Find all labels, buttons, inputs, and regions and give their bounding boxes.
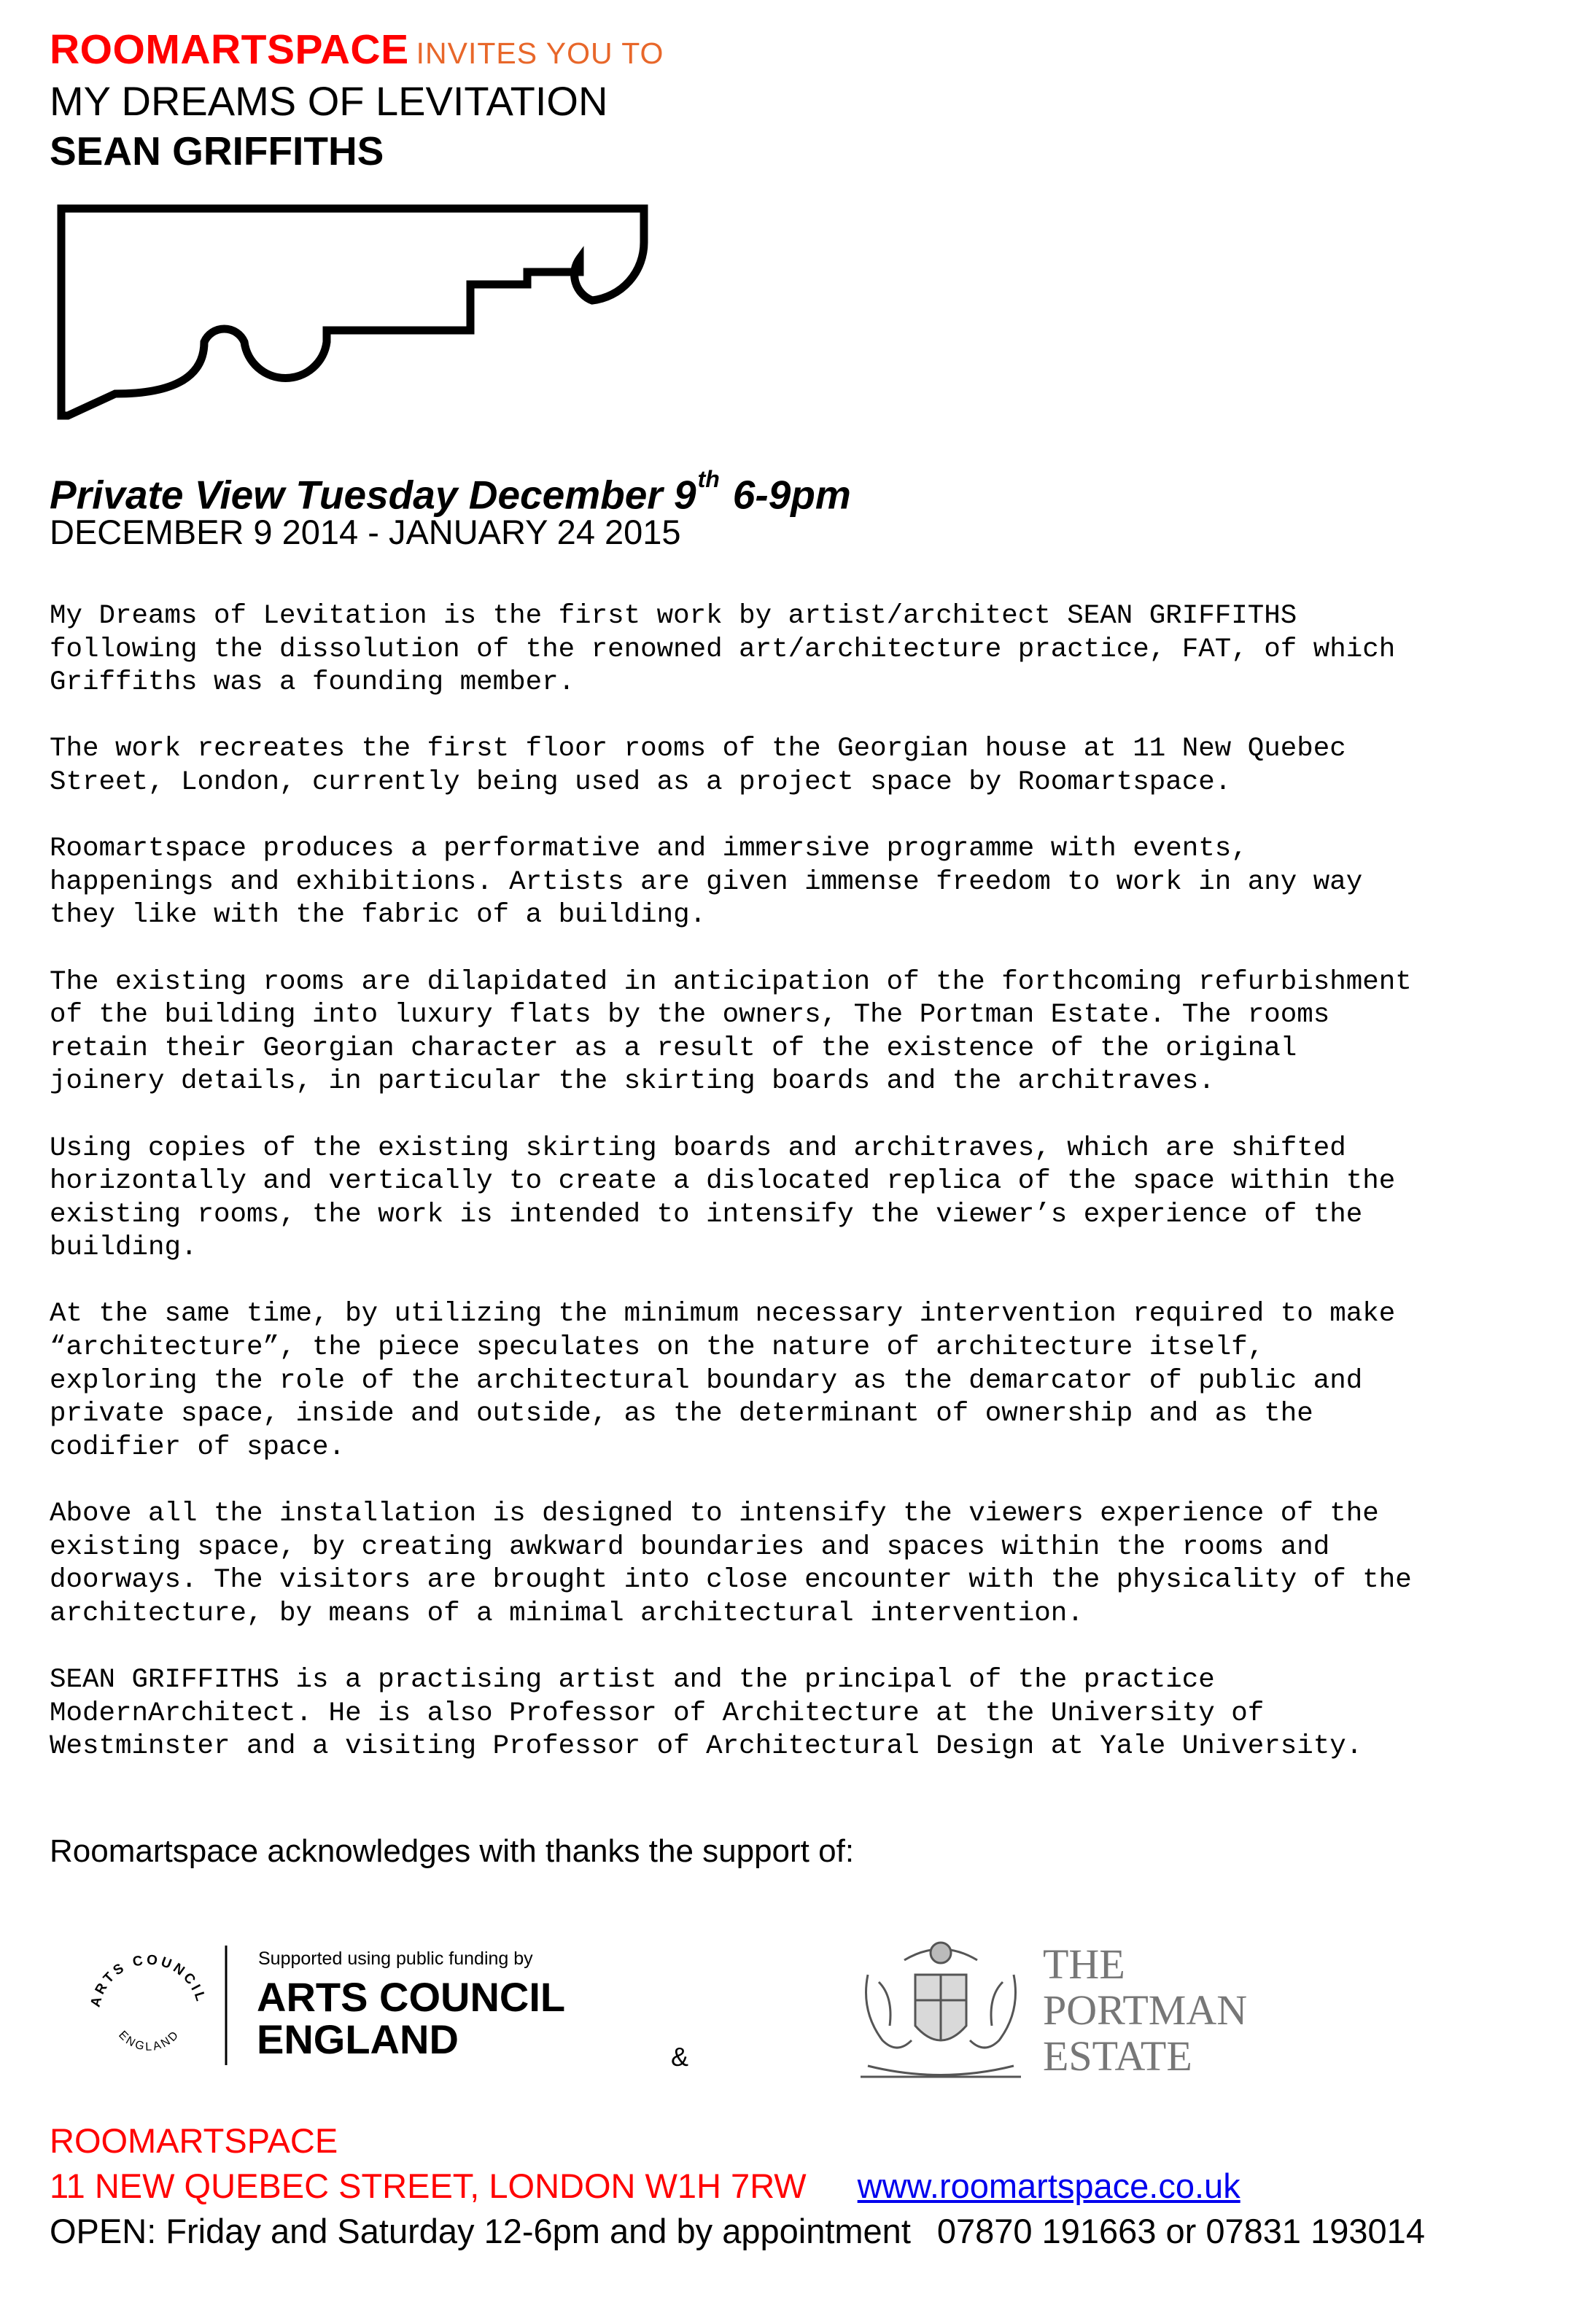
- private-view-date: Private View Tuesday December 9: [50, 472, 696, 518]
- paragraph: The work recreates the first floor rooms of the Georgian house at 11 New Quebec Street, London, currently being used as a project space by Roomartspace.: [50, 734, 1346, 798]
- footer: [50, 2118, 1581, 2254]
- private-view-time: 6-9pm: [732, 472, 851, 518]
- paragraph: Roomartspace produces a performative and immersive programme with events, happenings and exhibitions. Artists are given immense freedom to work in any way they like with the fabric of a building.: [50, 833, 1363, 931]
- exhibition-dates: DECEMBER 9 2014 - JANUARY 24 2015: [50, 513, 681, 551]
- footer-hours-line: [50, 2209, 1581, 2254]
- logo-name-line-2: ENGLAND: [257, 2016, 459, 2062]
- portman-line-3: ESTATE: [1043, 2032, 1192, 2080]
- footer-address: 11 NEW QUEBEC STREET, LONDON W1H 7RW: [50, 2166, 807, 2205]
- body-text: [50, 600, 1581, 1797]
- portman-line-1: THE: [1043, 1940, 1125, 1988]
- portman-estate-logo: [839, 1931, 1247, 2091]
- paragraph: My Dreams of Levitation is the first work by artist/architect SEAN GRIFFITHS following the dissolution of the renowned art/architecture practice, FAT, of which Griffiths was a founding member.: [50, 601, 1396, 699]
- paragraph: Above all the installation is designed to intensify the viewers experience of the existing space, by creating awkward boundaries and spaces within the rooms and doorways. The visitors are brought into close encounter with the physicality of the architecture, by means of a minimal architectural intervention.: [50, 1499, 1412, 1629]
- opening-hours: OPEN: Friday and Saturday 12-6pm and by appointment: [50, 2212, 911, 2250]
- coat-of-arms-icon: [861, 1943, 1021, 2077]
- paragraph: At the same time, by utilizing the minimum necessary intervention required to make “architecture”, the piece speculates on the nature of architecture itself, exploring the role of the architectural boundary as the demarcator of public and private space, inside and outside, as the determinant of ownership and as the codifier of space.: [50, 1299, 1396, 1463]
- logo-ring-top: [88, 1953, 209, 2009]
- date-ordinal: th: [697, 466, 720, 492]
- footer-name: ROOMARTSPACE: [50, 2121, 338, 2160]
- logo-ring-top-text: ARTS COUNCIL: [88, 1952, 209, 2009]
- logo-ring-bottom: [116, 2028, 182, 2053]
- website-link[interactable]: www.roomartspace.co.uk: [857, 2166, 1240, 2205]
- footer-address-line: [50, 2164, 1581, 2209]
- portman-line-2: PORTMAN: [1043, 1986, 1247, 2034]
- brand-name: ROOMARTSPACE: [50, 26, 409, 73]
- arts-council-logo: [76, 1935, 586, 2067]
- invites-text: INVITES YOU TO: [416, 36, 664, 70]
- acknowledgement: Roomartspace acknowledges with thanks the support of:: [50, 1833, 855, 1869]
- artist-name: SEAN GRIFFITHS: [50, 128, 384, 174]
- skirting-profile-drawing: [57, 204, 658, 420]
- header: [50, 26, 1545, 176]
- logo-ring-bottom-text: ENGLAND: [116, 2027, 183, 2053]
- logo-tagline: Supported using public funding by: [258, 1948, 533, 1969]
- ampersand: &: [671, 2042, 689, 2072]
- exhibition-title: MY DREAMS OF LEVITATION: [50, 78, 608, 124]
- logo-name-line-1: ARTS COUNCIL: [257, 1974, 566, 2020]
- brand-line: [50, 26, 1545, 77]
- moulding-outline: [61, 209, 644, 416]
- phone-numbers: 07870 191663 or 07831 193014: [936, 2212, 1425, 2250]
- paragraph: Using copies of the existing skirting boards and architraves, which are shifted horizontally and vertically to create a dislocated replica of the space within the existing rooms, the work is intended to intensify the viewer’s experience of the building.: [50, 1132, 1396, 1264]
- paragraph: The existing rooms are dilapidated in anticipation of the forthcoming refurbishment of the building into luxury flats by the owners, The Portman Estate. The rooms retain their Georgian character as a result of the existence of the original joinery details, in particular the skirting boards and the architraves.: [50, 966, 1412, 1097]
- paragraph: SEAN GRIFFITHS is a practising artist and the principal of the practice ModernArchitect. He is also Professor of Architecture at the University of Westminster and a visiting Professor of Architectural Design at Yale University.: [50, 1665, 1363, 1763]
